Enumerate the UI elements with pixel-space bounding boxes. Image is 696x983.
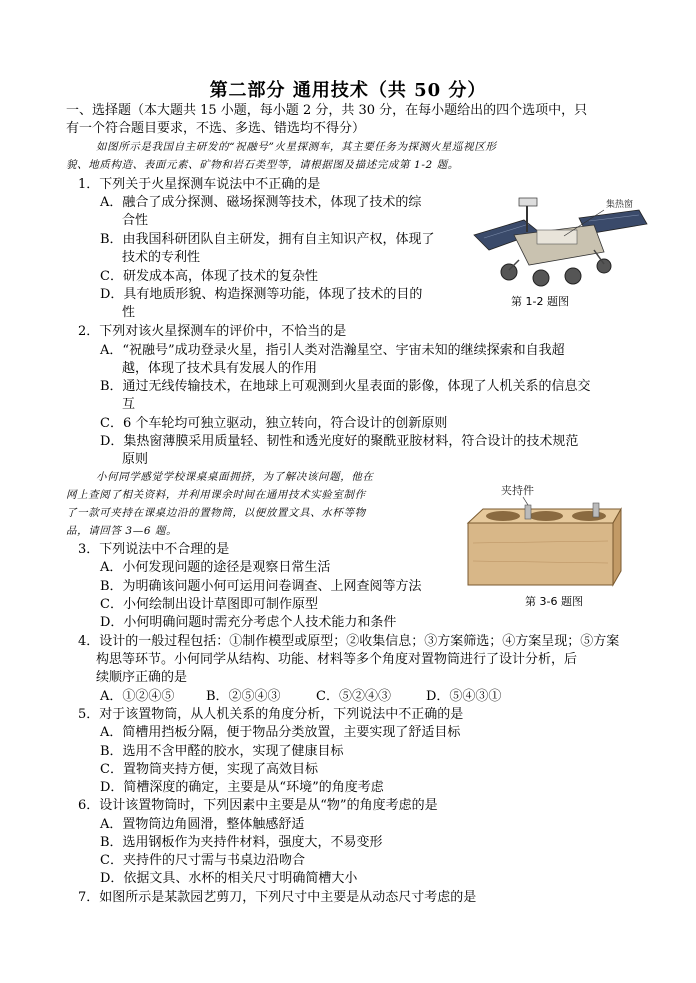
wheel — [501, 264, 517, 280]
q2-stem: 2．下列对该火星探测车的评价中，不恰当的是 — [78, 324, 347, 339]
intro-holder-line-1: 小何同学感觉学校课桌桌面拥挤，为了解决该问题，他在 — [96, 471, 374, 483]
q1-option-d: D．具有地质形貌、构造探测等功能，体现了技术的目的 — [100, 287, 423, 302]
holder-figure-caption: 第 3-6 题图 — [525, 595, 583, 608]
q6-option-c: C．夹持件的尺寸需与书桌边沿吻合 — [100, 853, 305, 868]
q4-option-a: A．①②④⑤ — [100, 689, 175, 704]
q4-option-d: D．⑤④③① — [426, 689, 502, 704]
q2-option-d: D．集热窗薄膜采用质量轻、韧性和透光度好的聚酰亚胺材料，符合设计的技术规范 — [100, 434, 579, 449]
intro-holder-line-4: 品，请回答 3—6 题。 — [66, 525, 178, 537]
rover-figure-caption: 第 1-2 题图 — [511, 295, 569, 308]
intro-rover-line-2: 貌、地质构造、表面元素、矿物和岩石类型等，请根据图及描述完成第 1-2 题。 — [66, 159, 459, 171]
mars-rover-figure — [469, 190, 649, 290]
q3-option-a: A．小何发现问题的途径是观察日常生活 — [100, 560, 331, 575]
q2-option-c: C．6 个车轮均可独立驱动，独立转向，符合设计的创新原则 — [100, 416, 448, 431]
q1-option-d-cont: 性 — [122, 305, 136, 320]
rover-label: 集热窗 — [606, 200, 634, 210]
wheel — [565, 268, 581, 284]
q1-option-b: B．由我国科研团队自主研发，拥有自主知识产权，体现了 — [100, 232, 435, 247]
holder-label: 夹持件 — [501, 484, 534, 497]
clip — [593, 503, 599, 517]
q6-option-d: D．依据文具、水杯的相关尺寸明确简槽大小 — [100, 871, 358, 886]
intro-rover-line-1: 如图所示是我国自主研发的“祝融号”火星探测车，其主要任务为探测火星巡视区形 — [96, 141, 497, 153]
q7-stem: 7．如图所示是某款园艺剪刀，下列尺寸中主要是从动态尺寸考虑的是 — [78, 890, 477, 905]
holder-front — [468, 523, 613, 585]
clip — [525, 505, 531, 519]
section-instruction-line-2: 有一个符合题目要求，不选、多选、错选均不得分） — [66, 121, 366, 136]
q1-option-b-cont: 技术的专利性 — [122, 250, 201, 265]
q4-stem-line-2: 构思等环节。小何同学从结构、功能、材料等多个角度对置物筒进行了设计分析，后 — [96, 652, 578, 667]
page-title: 第二部分 通用技术（共 50 分） — [209, 80, 487, 101]
q4-option-b: B．②⑤④③ — [206, 689, 281, 704]
q6-option-a: A．置物筒边角圆滑，整体触感舒适 — [100, 817, 305, 832]
q2-option-b-cont: 互 — [122, 397, 136, 412]
q1-option-c: C．研发成本高，体现了技术的复杂性 — [100, 269, 318, 284]
q2-option-a: A．“祝融号”成功登录火星，指引人类对浩瀚星空、宇宙未知的继续探索和自我超 — [100, 343, 565, 358]
q3-option-d: D．小何明确问题时需充分考虑个人技术能力和条件 — [100, 615, 397, 630]
q3-stem: 3．下列说法中不合理的是 — [78, 542, 230, 557]
q5-stem: 5．对于该置物筒，从人机关系的角度分析，下列说法中不正确的是 — [78, 707, 464, 722]
q5-option-a: A．简槽用挡板分隔，便于物品分类放置，主要实现了舒适目标 — [100, 725, 461, 740]
q6-stem: 6．设计该置物筒时，下列因素中主要是从“物”的角度考虑的是 — [78, 798, 438, 813]
intro-holder-line-2: 网上查阅了相关资料，并利用课余时间在通用技术实验室制作 — [66, 489, 366, 501]
q4-stem-line-1: 4．设计的一般过程包括：①制作模型或原型；②收集信息；③方案筛选；④方案呈现；⑤方案 — [78, 634, 620, 649]
wheel — [597, 259, 611, 273]
heat-collecting-window — [537, 230, 577, 244]
q5-option-b: B．选用不含甲醛的胶水，实现了健康目标 — [100, 744, 344, 759]
q2-option-a-cont: 越，体现了技术具有发展人的作用 — [122, 361, 318, 376]
q6-option-b: B．选用钢板作为夹持件材料，强度大，不易变形 — [100, 835, 383, 850]
q4-stem-line-3: 续顺序正确的是 — [96, 670, 188, 685]
q1-option-a: A．融合了成分探测、磁场探测等技术，体现了技术的综 — [100, 195, 422, 210]
q4-option-c: C．⑤②④③ — [316, 689, 391, 704]
compartment — [486, 511, 520, 521]
q1-stem: 1．下列关于火星探测车说法中不正确的是 — [78, 177, 321, 192]
desk-holder-figure — [463, 483, 623, 590]
wheel — [533, 270, 549, 286]
compartment — [529, 511, 563, 521]
camera-mast — [519, 198, 537, 206]
q2-option-d-cont: 原则 — [122, 452, 149, 467]
q1-option-a-cont: 合性 — [122, 213, 149, 228]
q5-option-c: C．置物筒夹持方便，实现了高效目标 — [100, 762, 318, 777]
q3-option-c: C．小何绘制出设计草图即可制作原型 — [100, 597, 318, 612]
q3-option-b: B．为明确该问题小何可运用问卷调查、上网查阅等方法 — [100, 579, 422, 594]
intro-holder-line-3: 了一款可夹持在课桌边沿的置物筒，以便放置文具、水杯等物 — [66, 507, 366, 519]
section-instruction-line-1: 一、选择题（本大题共 15 小题，每小题 2 分，共 30 分，在每小题给出的四个选项中，只 — [66, 103, 588, 118]
compartment — [572, 511, 606, 521]
q5-option-d: D．简槽深度的确定，主要是从“环境”的角度考虑 — [100, 780, 384, 795]
q2-option-b: B．通过无线传输技术，在地球上可观测到火星表面的影像，体现了人机关系的信息交 — [100, 379, 591, 394]
